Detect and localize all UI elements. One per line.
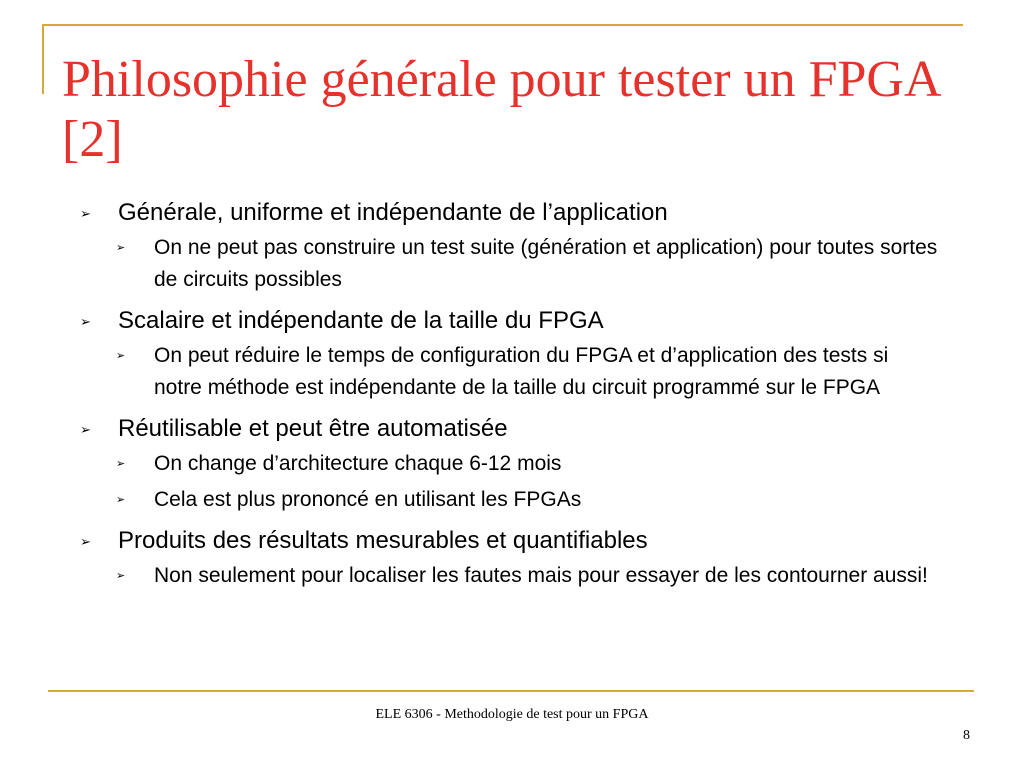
sub-bullet-text: On ne peut pas construire un test suite (génération et application) pour toutes sortes de circuits possibles	[154, 236, 938, 291]
sub-bullet-item	[80, 448, 940, 480]
sub-bullet-text: Non seulement pour localiser les fautes mais pour essayer de les contourner aussi!	[154, 564, 928, 587]
page-number: 8	[963, 728, 970, 743]
footer-course-title: ELE 6306 - Methodologie de test pour un FPGA	[375, 707, 649, 722]
bullet-item	[80, 306, 940, 336]
frame-left-line	[42, 24, 44, 94]
slide-title: Philosophie générale pour tester un FPGA [2]	[62, 51, 939, 168]
footer-divider	[48, 690, 974, 692]
bullet-item	[80, 414, 940, 444]
sub-bullet-item	[80, 340, 940, 404]
bullet-item	[80, 198, 940, 228]
arrow-sub-bullet-icon: ➢	[116, 458, 126, 470]
arrow-sub-bullet-icon: ➢	[116, 350, 126, 362]
sub-bullet-text: On peut réduire le temps de configuration du FPGA et d’application des tests si notre méthode est indépendante de la taille du circuit programmé sur le FPGA	[154, 344, 889, 399]
frame-top-line	[42, 24, 963, 26]
arrow-bullet-icon: ➢	[80, 422, 91, 437]
bullet-list	[80, 198, 940, 592]
arrow-sub-bullet-icon: ➢	[116, 570, 126, 582]
sub-bullet-text: Cela est plus prononcé en utilisant les FPGAs	[154, 488, 582, 511]
bullet-text: Réutilisable et peut être automatisée	[118, 415, 508, 442]
arrow-sub-bullet-icon: ➢	[116, 242, 126, 254]
bullet-text: Scalaire et indépendante de la taille du FPGA	[118, 307, 604, 334]
sub-bullet-text: On change d’architecture chaque 6-12 mois	[154, 452, 562, 475]
sub-bullet-item	[80, 560, 940, 592]
bullet-text: Générale, uniforme et indépendante de l’application	[118, 199, 668, 226]
bullet-text: Produits des résultats mesurables et quantifiables	[118, 527, 648, 554]
bullet-item	[80, 526, 940, 556]
arrow-bullet-icon: ➢	[80, 206, 91, 221]
arrow-bullet-icon: ➢	[80, 314, 91, 329]
sub-bullet-item	[80, 232, 940, 296]
sub-bullet-item	[80, 484, 940, 516]
arrow-bullet-icon: ➢	[80, 534, 91, 549]
arrow-sub-bullet-icon: ➢	[116, 494, 126, 506]
